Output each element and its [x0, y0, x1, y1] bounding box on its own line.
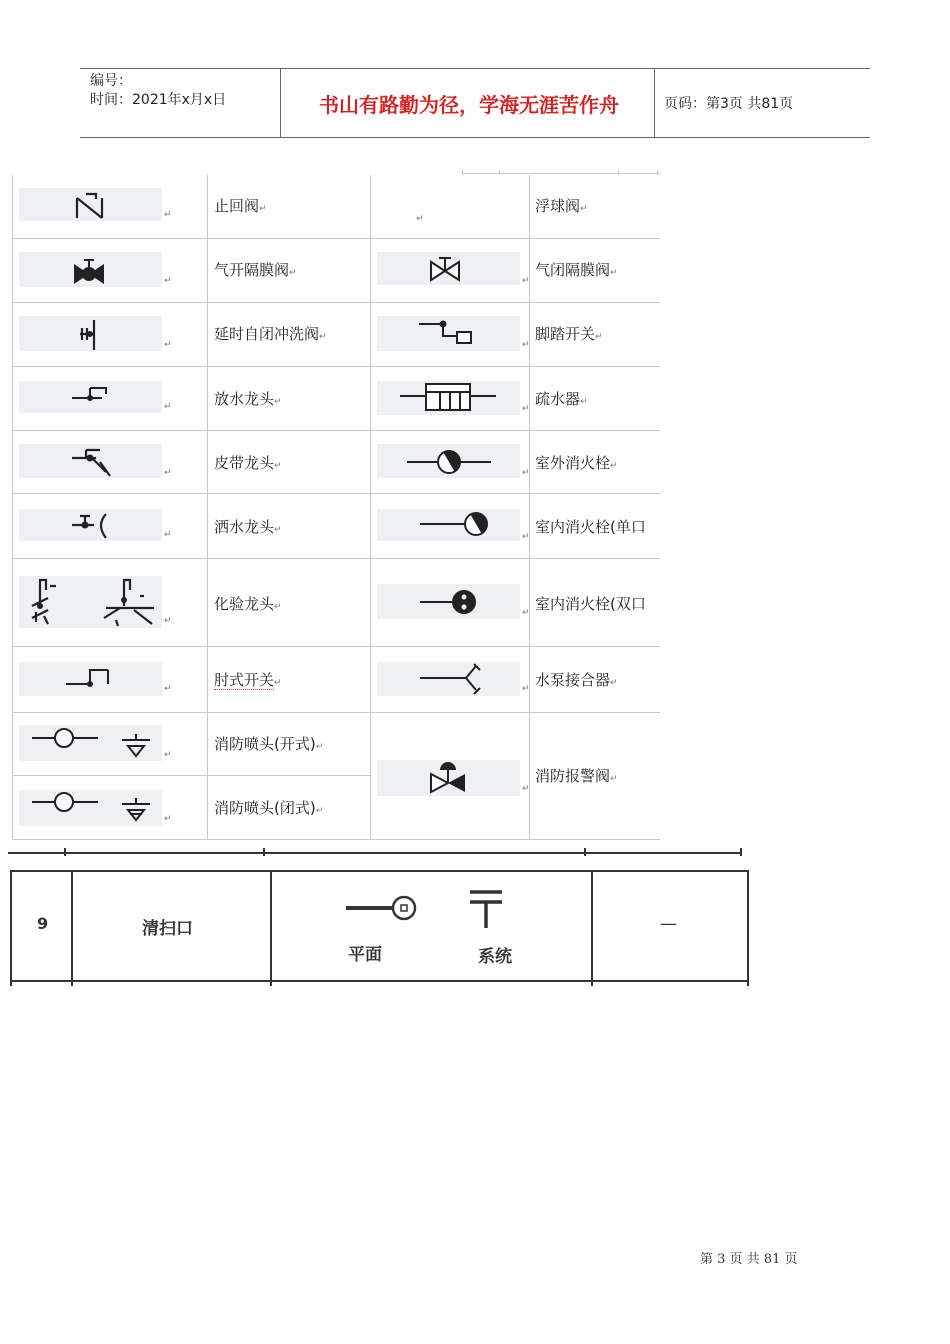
table-rule	[12, 175, 13, 840]
paragraph-mark: ↵	[164, 750, 172, 760]
system-label: 系统	[478, 947, 512, 967]
symbol-label: 气闭隔膜阀↵	[535, 261, 618, 279]
drain-faucet-icon	[70, 384, 120, 410]
paragraph-mark: ↵	[522, 608, 530, 618]
symbol-label: 皮带龙头↵	[214, 454, 282, 472]
paragraph-mark: ↵	[164, 530, 172, 540]
symbol-label: 消防喷头(开式)↵	[214, 735, 324, 753]
row-remark: —	[660, 914, 677, 934]
cleanout-system-icon	[466, 888, 506, 930]
table-rule	[462, 170, 463, 175]
paragraph-mark: ↵	[522, 684, 530, 694]
paragraph-mark: ↵	[164, 468, 172, 478]
paragraph-mark: ↵	[164, 684, 172, 694]
paragraph-mark: ↵	[522, 532, 530, 542]
table-rule	[747, 870, 749, 986]
steam-trap-icon	[400, 380, 500, 414]
table-rule	[591, 870, 593, 986]
plan-label: 平面	[348, 945, 382, 965]
hose-faucet-icon	[70, 446, 122, 480]
number-label: 编号：	[90, 73, 132, 89]
pump-connector-icon	[420, 664, 490, 696]
paragraph-mark: ↵	[164, 210, 172, 220]
symbol-label: 放水龙头↵	[214, 390, 282, 408]
sprinkler-open-icon	[30, 726, 160, 762]
cleanout-plan-icon	[346, 894, 436, 924]
paragraph-mark: ↵	[164, 402, 172, 412]
table-rule	[12, 302, 660, 303]
table-rule	[207, 175, 208, 840]
table-rule	[499, 170, 500, 175]
header-divider	[654, 69, 655, 137]
paragraph-mark: ↵	[164, 276, 172, 286]
paragraph-mark: ↵	[164, 616, 172, 626]
table-rule	[12, 646, 660, 647]
table-rule	[12, 238, 660, 239]
symbol-label: 延时自闭冲洗阀↵	[214, 325, 327, 343]
symbol-label: 消防喷头(闭式)↵	[214, 799, 324, 817]
elbow-switch-icon	[64, 664, 124, 694]
table-rule	[12, 558, 660, 559]
row-name: 清扫口	[142, 919, 193, 939]
paragraph-mark: ↵	[164, 340, 172, 350]
table-rule	[263, 848, 265, 856]
fire-alarm-valve-icon	[427, 762, 471, 796]
time-label: 时间：2021年x月x日	[90, 92, 227, 108]
page-footer: 第 3 页 共 81 页	[700, 1252, 798, 1267]
sprinkler-closed-icon	[30, 790, 160, 826]
symbol-table	[12, 170, 660, 840]
lab-faucet-icon	[24, 576, 164, 628]
table-rule	[12, 430, 660, 431]
table-rule	[657, 170, 658, 175]
cleanout-table	[8, 848, 750, 988]
table-rule	[71, 870, 73, 986]
indoor-hydrant-double-icon	[420, 588, 490, 616]
symbol-label: 室内消火栓(双口	[535, 595, 646, 613]
paragraph-mark: ↵	[522, 276, 530, 286]
table-rule	[10, 870, 12, 986]
symbol-label: 止回阀↵	[214, 197, 267, 215]
delay-flush-valve-icon	[78, 318, 108, 352]
pneumatic-diaphragm-valve-icon	[70, 254, 110, 286]
row-number: 9	[37, 914, 49, 933]
paragraph-mark: ↵	[522, 784, 530, 794]
table-rule	[740, 848, 742, 856]
table-rule	[270, 870, 272, 986]
sprinkler-faucet-icon	[70, 510, 120, 542]
indoor-hydrant-single-icon	[420, 510, 500, 540]
page-header	[80, 68, 870, 138]
table-rule	[10, 870, 748, 872]
symbol-label: 气开隔膜阀↵	[214, 261, 297, 279]
foot-switch-icon	[417, 318, 487, 350]
table-rule	[12, 839, 660, 840]
symbol-label: 室内消火栓(单口	[535, 518, 646, 536]
symbol-label: 水泵接合器↵	[535, 671, 618, 689]
paragraph-mark: ↵	[522, 340, 530, 350]
table-rule	[370, 175, 371, 840]
table-rule	[64, 848, 66, 856]
table-rule	[529, 175, 530, 840]
table-rule	[8, 852, 742, 854]
symbol-label: 室外消火栓↵	[535, 454, 618, 472]
table-rule	[618, 170, 619, 175]
header-divider	[280, 69, 281, 137]
symbol-label: 疏水器↵	[535, 390, 588, 408]
pneumatic-closed-diaphragm-valve-icon	[427, 256, 467, 284]
symbol-label: 洒水龙头↵	[214, 518, 282, 536]
table-rule	[10, 980, 748, 982]
header-motto: 书山有路勤为径，学海无涯苦作舟	[319, 93, 619, 117]
paragraph-mark: ↵	[164, 814, 172, 824]
table-rule	[12, 775, 370, 776]
paragraph-mark: ↵	[522, 468, 530, 478]
outdoor-hydrant-icon	[407, 448, 497, 478]
table-rule	[12, 493, 660, 494]
table-rule	[12, 366, 660, 367]
symbol-label: 化验龙头↵	[214, 595, 282, 613]
symbol-label: 脚踏开关↵	[535, 325, 603, 343]
header-meta	[90, 72, 226, 110]
paragraph-mark: ↵	[416, 214, 424, 224]
table-rule	[584, 848, 586, 856]
header-page-info: 页码：第3页 共81页	[664, 96, 794, 112]
table-rule	[462, 173, 660, 174]
symbol-label: 消防报警阀↵	[535, 767, 618, 785]
table-rule	[12, 712, 660, 713]
symbol-label: 浮球阀↵	[535, 197, 588, 215]
symbol-label: 肘式开关↵	[214, 671, 282, 689]
check-valve-icon	[72, 190, 112, 220]
paragraph-mark: ↵	[522, 404, 530, 414]
